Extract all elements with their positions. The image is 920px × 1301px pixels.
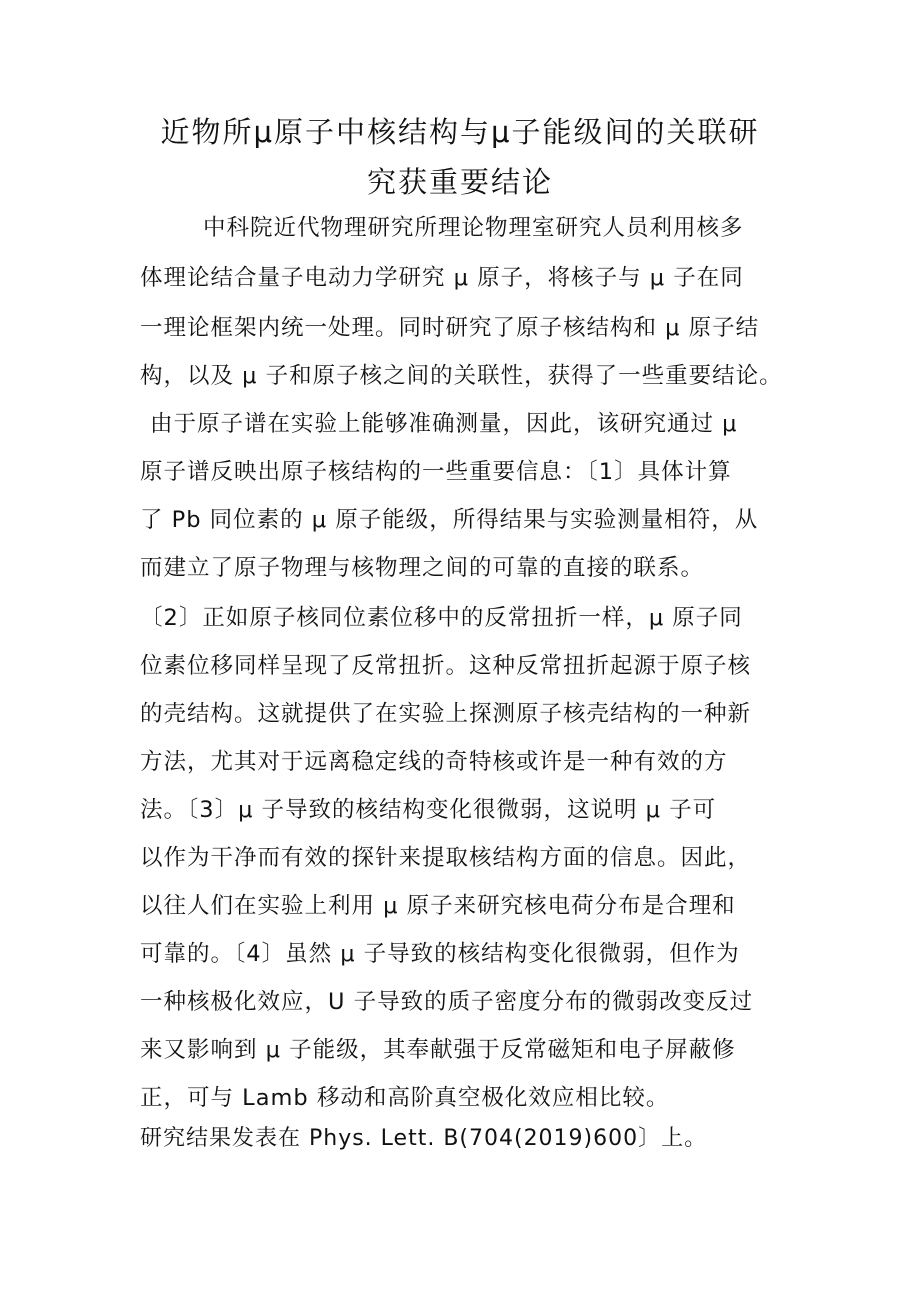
body-line: 来又影响到 μ 子能级，其奉献强于反常磁矩和电子屏蔽修 xyxy=(140,1037,736,1063)
body-line: 体理论结合量子电动力学研究 μ 原子，将核子与 μ 子在同 xyxy=(140,265,744,291)
body-line: 以作为干净而有效的探针来提取核结构方面的信息。因此， xyxy=(140,845,752,871)
body-line: 法。〔3〕μ 子导致的核结构变化很微弱，这说明 μ 子可 xyxy=(140,797,717,823)
body-line: 可靠的。〔4〕虽然 μ 子导致的核结构变化很微弱，但作为 xyxy=(140,941,740,967)
body-line: 的壳结构。这就提供了在实验上探测原子核壳结构的一种新 xyxy=(140,701,752,727)
document-title-line-2: 究获重要结论 xyxy=(366,165,553,199)
body-line: 由于原子谱在实验上能够准确测量，因此，该研究通过 μ xyxy=(150,411,738,437)
body-line: 而建立了原子物理与核物理之间的可靠的直接的联系。 xyxy=(140,555,705,581)
body-line-reference: 研究结果发表在 Phys. Lett. B(704(2019)600〕上。 xyxy=(140,1126,708,1151)
body-line: 原子谱反映出原子核结构的一些重要信息：〔1〕具体计算 xyxy=(140,459,732,485)
body-line: 位素位移同样呈现了反常扭折。这种反常扭折起源于原子核 xyxy=(140,653,752,679)
body-line: 一理论框架内统一处理。同时研究了原子核结构和 μ 原子结 xyxy=(140,315,760,341)
body-line: 正，可与 Lamb 移动和高阶真空极化效应相比较。 xyxy=(140,1085,670,1111)
body-line: 以往人们在实验上利用 μ 原子来研究核电荷分布是合理和 xyxy=(140,893,736,919)
body-line: 方法，尤其对于远离稳定线的奇特核或许是一种有效的方 xyxy=(140,749,728,775)
body-line: 中科院近代物理研究所理论物理室研究人员利用核多 xyxy=(203,215,744,241)
body-line: 一种核极化效应，U 子导致的质子密度分布的微弱改变反过 xyxy=(140,989,754,1015)
body-line: 了 Pb 同位素的 μ 原子能级，所得结果与实验测量相符，从 xyxy=(140,507,759,533)
body-line: 构，以及 μ 子和原子核之间的关联性，获得了一些重要结论。 xyxy=(140,363,783,389)
document-title-line-1: 近物所μ原子中核结构与μ子能级间的关联研 xyxy=(160,115,760,149)
body-line: 〔2〕正如原子核同位素位移中的反常扭折一样，μ 原子同 xyxy=(140,605,743,631)
